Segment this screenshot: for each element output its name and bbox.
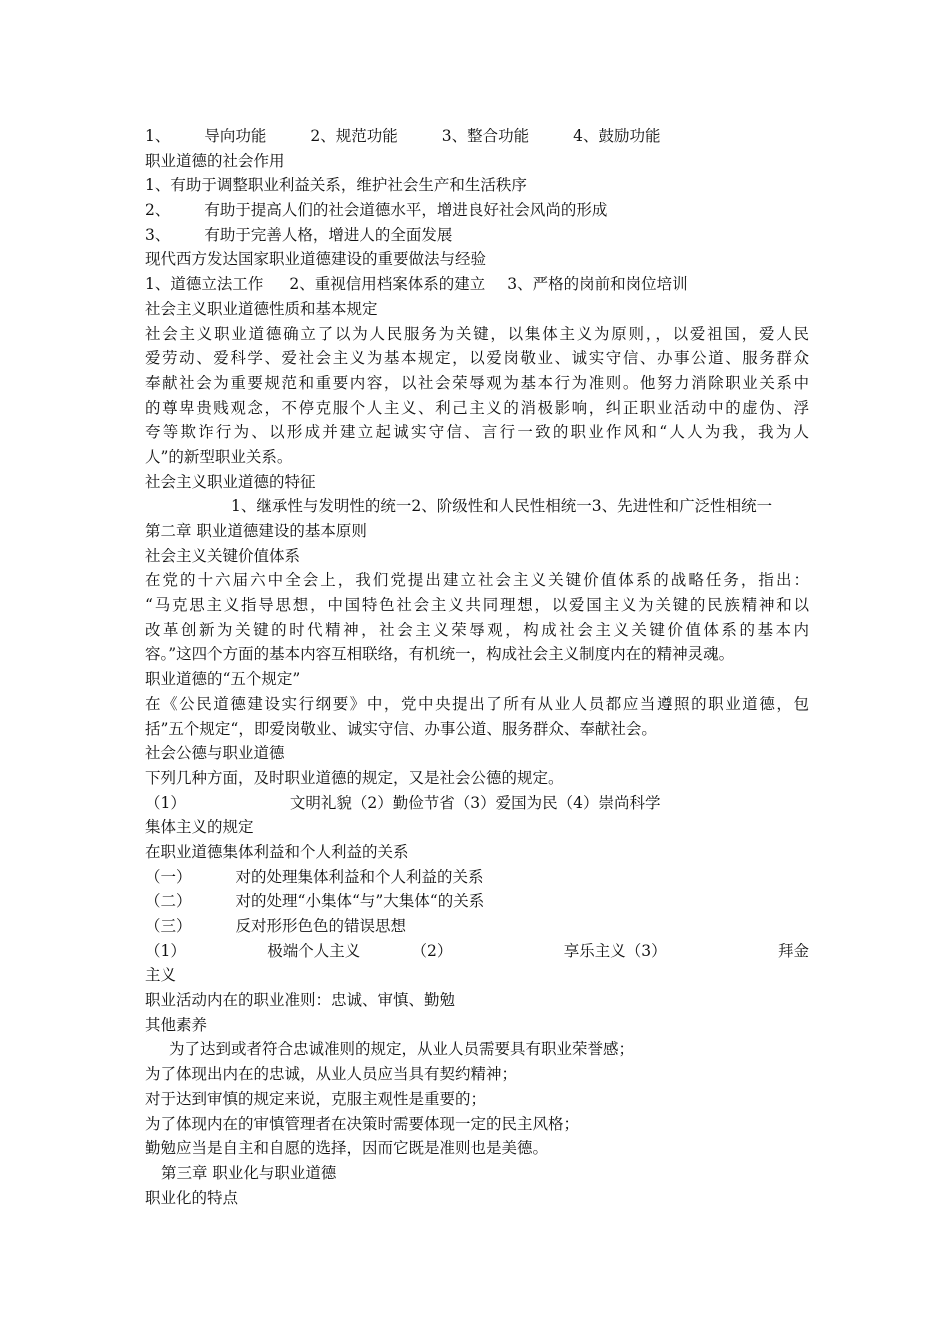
section-heading: 职业道德的社会作用 bbox=[145, 151, 285, 170]
list-item: （一） 对的处理集体利益和个人利益的关系 bbox=[145, 867, 484, 886]
paragraph-line: 奉献社会为重要规范和重要内容，以社会荣辱观为基本行为准则。他努力消除职业关系中 bbox=[145, 373, 809, 392]
chapter-heading: 第三章 职业化与职业道德 bbox=[161, 1163, 337, 1182]
paragraph-line: 社会主义职业道德确立了以为人民服务为关键，以集体主义为原则，，以爱祖国，爱人民 bbox=[145, 324, 809, 343]
section-heading: 现代西方发达国家职业道德建设的重要做法与经验 bbox=[145, 250, 487, 269]
wrong-thoughts-line: （1） 极端个人主义 （2） 享乐主义（3） 拜金 bbox=[145, 941, 809, 960]
paragraph-line: 改革创新为关键的时代精神，社会主义荣辱观，构成社会主义关键价值体系的基本内 bbox=[145, 620, 809, 639]
function-encourage: 4、鼓励功能 bbox=[573, 127, 661, 145]
paragraph-line: 在《公民道德建设实行纲要》中，党中央提出了所有从业人员都应当遵照的职业道德，包 bbox=[145, 694, 809, 713]
chapter-heading: 第二章 职业道德建设的基本原则 bbox=[145, 522, 367, 540]
features-line: 1、继承性与发明性的统一2、阶级性和人民性相统一3、先进性和广泛性相统一 bbox=[231, 497, 773, 516]
numbered-line: 2、 有助于提高人们的社会道德水平，增进良好社会风尚的形成 bbox=[145, 201, 608, 220]
section-heading: 职业道德的“五个规定” bbox=[145, 670, 301, 689]
paragraph-line: 主义 bbox=[145, 966, 177, 985]
paragraph-line: 下列几种方面，及时职业道德的规定，又是社会公德的规定。 bbox=[145, 768, 564, 787]
section-heading: 社会主义职业道德性质和基本规定 bbox=[145, 299, 378, 318]
paragraph-line: 的尊卑贵贱观念，不停克服个人主义、利己主义的消极影响，纠正职业活动中的虚伪、浮 bbox=[145, 398, 809, 417]
document-page bbox=[145, 124, 809, 1210]
section-heading: 社会主义关键价值体系 bbox=[145, 546, 301, 565]
paragraph-line: 在党的十六届六中全会上，我们党提出建立社会主义关键价值体系的战略任务，指出： bbox=[145, 571, 809, 590]
paragraph-line: 勤勉应当是自主和自愿的选择，因而它既是准则也是美德。 bbox=[145, 1139, 549, 1158]
numbered-line: 3、 有助于完善人格，增进人的全面发展 bbox=[145, 225, 453, 244]
section-heading: 社会主义职业道德的特征 bbox=[145, 472, 316, 491]
function-norm: 2、规范功能 bbox=[310, 127, 398, 145]
paragraph-line: 为了体现出内在的忠诚，从业人员应当具有契约精神； bbox=[145, 1065, 518, 1084]
paragraph-line: 职业活动内在的职业准则：忠诚、审慎、勤勉 bbox=[145, 991, 456, 1010]
public-items-line: （1） 文明礼貌（2）勤俭节省（3）爱国为民（4）崇尚科学 bbox=[145, 793, 661, 812]
section-heading: 其他素养 bbox=[145, 1015, 208, 1034]
paragraph-line: 人”的新型职业关系。 bbox=[145, 447, 293, 466]
functions-line bbox=[145, 124, 809, 149]
paragraph-line: 爱劳动、爱科学、爱社会主义为基本规定，以爱岗敬业、诚实守信、办事公道、服务群众 bbox=[145, 349, 809, 368]
paragraph-line: 对于达到审慎的规定来说，克服主观性是重要的； bbox=[145, 1089, 487, 1108]
function-guide: 导向功能 bbox=[204, 127, 267, 145]
section-heading: 职业化的特点 bbox=[145, 1188, 239, 1207]
paragraph-line: 括”五个规定“，即爱岗敬业、诚实守信、办事公道、服务群众、奉献社会。 bbox=[145, 719, 657, 738]
paragraph-line: 容。”这四个方面的基本内容互相联络，有机统一，构成社会主义制度内在的精神灵魂。 bbox=[145, 645, 735, 664]
section-heading: 社会公德与职业道德 bbox=[145, 744, 285, 763]
section-heading: 集体主义的规定 bbox=[145, 818, 254, 837]
list-item: （三） 反对形形色色的错误思想 bbox=[145, 917, 407, 935]
paragraph-line: 在职业道德集体利益和个人利益的关系 bbox=[145, 842, 409, 861]
functions-number: 1、 bbox=[145, 127, 171, 145]
western-items-line: 1、道德立法工作 2、重视信用档案体系的建立 3、严格的岗前和岗位培训 bbox=[145, 275, 688, 294]
paragraph-line: 夸等欺诈行为、以形成并建立起诚实守信、言行一致的职业作风和“人人为我，我为人 bbox=[145, 423, 809, 442]
paragraph-line: 为了达到或者符合忠诚准则的规定，从业人员需要具有职业荣誉感； bbox=[169, 1040, 635, 1059]
paragraph-line: 1、有助于调整职业利益关系，维护社会生产和生活秩序 bbox=[145, 176, 527, 195]
list-item: （二） 对的处理“小集体“与”大集体“的关系 bbox=[145, 892, 485, 911]
paragraph-line: 为了体现内在的审慎管理者在决策时需要体现一定的民主风格； bbox=[145, 1114, 580, 1133]
paragraph-line: “马克思主义指导思想，中国特色社会主义共同理想，以爱国主义为关键的民族精神和以 bbox=[145, 596, 809, 615]
function-integrate: 3、整合功能 bbox=[441, 127, 530, 145]
